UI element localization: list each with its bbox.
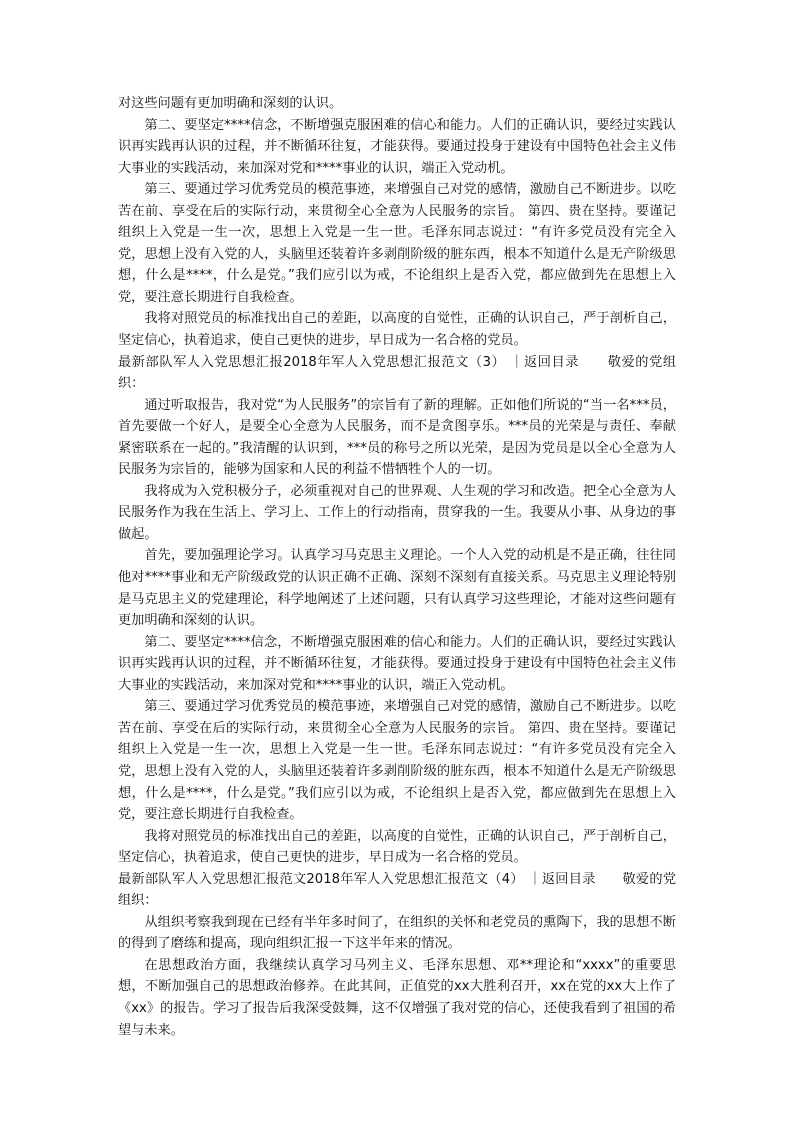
- paragraph: 在思想政治方面，我继续认真学习马列主义、毛泽东思想、邓**理论和“xxxx”的重要思想，不断加强自己的思想政治修养。在此其间，正值党的xx大胜利召开，xx在党的xx大上作了《xx》的报告。学习了报告后我深受鼓舞，这不仅增强了我对党的信心，还使我看到了祖国的希望与未来。: [118, 957, 676, 1038]
- separator: ｜: [510, 354, 524, 370]
- back-to-toc-link[interactable]: 返回目录: [541, 871, 596, 887]
- section-heading-3: [118, 352, 676, 395]
- section-title: 最新部队军人入党思想汇报范文2018年军人入党思想汇报范文（4）: [118, 871, 524, 887]
- paragraph: 首先，要加强理论学习。认真学习马克思主义理论。一个人入党的动机是不是正确，往往同他对****事业和无产阶级政党的认识正确不正确、深刻不深刻有直接关系。马克思主义理论特别是马克思主义的党建理论，科学地阐述了上述问题，只有认真学习这些理论，才能对这些问题有更加明确和深刻的认识。: [118, 548, 676, 629]
- document-body: [118, 93, 676, 1041]
- section-title: 最新部队军人入党思想汇报2018年军人入党思想汇报范文（3）: [118, 354, 506, 370]
- paragraph: 我将成为入党积极分子，必须重视对自己的世界观、人生观的学习和改造。把全心全意为人民服务作为我在生活上、学习上、工作上的行动指南，贯穿我的一生。我要从小事、从身边的事做起。: [118, 483, 676, 542]
- separator: ｜: [528, 871, 542, 887]
- paragraph: 第二、要坚定****信念，不断增强克服困难的信心和能力。人们的正确认识，要经过实践认识再实践再认识的过程，并不断循环往复，才能获得。要通过投身于建设有中国特色社会主义伟大事业的实践活动，来加深对党和****事业的认识，端正入党动机。: [118, 634, 676, 693]
- section-heading-4: [118, 869, 676, 912]
- paragraph: 对这些问题有更加明确和深刻的认识。: [118, 96, 343, 111]
- paragraph: 从组织考察我到现在已经有半年多时间了，在组织的关怀和老党员的熏陶下，我的思想不断的得到了磨练和提高，现向组织汇报一下这半年来的情况。: [118, 914, 676, 952]
- paragraph: 我将对照党员的标准找出自己的差距，以高度的自觉性，正确的认识自己，严于剖析自己，坚定信心，执着追求，使自己更快的进步，早日成为一名合格的党员。: [118, 311, 676, 349]
- paragraph: 第三、要通过学习优秀党员的模范事迹，来增强自己对党的感情，激励自己不断进步。以吃苦在前、享受在后的实际行动，来贯彻全心全意为人民服务的宗旨。 第四、贵在坚持。要谨记组织上入党是一生一次，思想上入党是一生一世。毛泽东同志说过：“有许多党员没有完全入党，思想上没有入党的人，头脑里还装着许多剥削阶级的脏东西，根本不知道什么是无产阶级思想，什么是****，什么是党。”我们应引以为戒，不论组织上是否入党，都应做到先在思想上入党，要注意长期进行自我检查。: [118, 699, 676, 823]
- paragraph: 通过听取报告，我对党“为人民服务”的宗旨有了新的理解。正如他们所说的“当一名***员，首先要做一个好人，是要全心全意为人民服务，而不是贪图享乐。***员的光荣是与责任、奉献紧密联系在一起的。”我清醒的认识到，***员的称号之所以光荣，是因为党员是以全心全意为人民服务为宗旨的，能够为国家和人民的利益不惜牺牲个人的一切。: [118, 397, 676, 478]
- back-to-toc-link[interactable]: 返回目录: [523, 354, 580, 370]
- paragraph: 我将对照党员的标准找出自己的差距，以高度的自觉性，正确的认识自己，严于剖析自己，坚定信心，执着追求，使自己更快的进步，早日成为一名合格的党员。: [118, 828, 676, 866]
- paragraph: 第二、要坚定****信念，不断增强克服困难的信心和能力。人们的正确认识，要经过实践认识再实践再认识的过程，并不断循环往复，才能获得。要通过投身于建设有中国特色社会主义伟大事业的实践活动，来加深对党和****事业的认识，端正入党动机。: [118, 117, 676, 176]
- salutation: 敬爱的党组织：: [118, 354, 677, 392]
- paragraph: 第三、要通过学习优秀党员的模范事迹，来增强自己对党的感情，激励自己不断进步。以吃苦在前、享受在后的实际行动，来贯彻全心全意为人民服务的宗旨。 第四、贵在坚持。要谨记组织上入党是一生一次，思想上入党是一生一世。毛泽东同志说过：“有许多党员没有完全入党，思想上没有入党的人，头脑里还装着许多剥削阶级的脏东西，根本不知道什么是无产阶级思想，什么是****，什么是党。”我们应引以为戒，不论组织上是否入党，都应做到先在思想上入党，要注意长期进行自我检查。: [118, 182, 676, 305]
- salutation: 敬爱的党组织：: [118, 871, 677, 909]
